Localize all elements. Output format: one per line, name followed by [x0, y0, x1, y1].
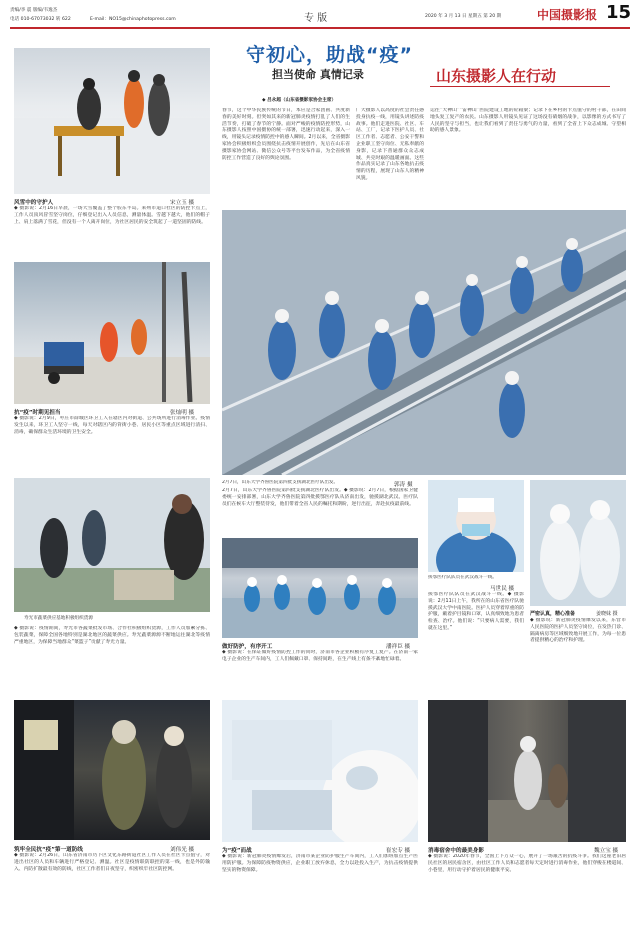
header-email: E-mail：NO15@chinaphotopress.com	[90, 17, 176, 22]
photo-7-author: 崔宏专 摄	[386, 848, 411, 854]
photo-6-author: 潘祥臣 摄	[386, 644, 411, 650]
intro-col-1: 春节，这个中华民族传统的节日，本应是合家团圆、共度新春的美好时刻。但突如其来的新冠肺炎疫情打乱了人们的生活节奏，打破了春节的宁静。面对严峻的疫情防控形势，山东摄影人按照中国摄协的统一部署，迅速行动起来，深入一线，用镜头记录疫情防控中的感人瞬间。2月以来，全省摄影家协会积极组织会员围绕抗击疫情开展创作，先后在山东省摄影家协会网站、微信公众号等平台发布作品，为全省疫情防控工作营造了良好的舆论氛围。	[222, 108, 350, 161]
photo-sanitation	[14, 262, 210, 404]
newspaper-brand: 中国摄影报	[537, 8, 598, 22]
intro-col-3: 运往“大神山”“雷神山”医院建设工地的砼箱梁；记录下在乡村的卡点值守的村干部，在田间地头复工复产的农民。山东摄影人用镜头见证了这场没有硝烟的战争，以影像的方式书写了人民的坚守与担当，也让我们看到了责任与勇气的力量，看到了全省上下众志成城、守望相助的感人景象。	[430, 108, 626, 134]
photo-9-title: 严密认真，精心准备	[530, 611, 576, 617]
headline-tag: 山东摄影人在行动	[436, 67, 557, 85]
page-number: 15	[606, 2, 632, 23]
photo-1-title: 风雪中的守护人	[14, 200, 54, 206]
photo-factory-reopening	[222, 538, 418, 638]
photo-4-title: 筑牢全民抗“疫”第一道防线	[14, 847, 83, 853]
photo-4-text: ◆ 摄影说：2月26日，山东省济南市历下区文化东路街道社区工作人员在社区卡点值守，对进出社区的人员和车辆进行严格登记、测温。社区是疫情联防联控的第一线，也是外防输入、内防扩散最有效的防线，社区工作者们日夜坚守，织密织牢社区防控网。	[14, 853, 210, 872]
photo-9-author: 姜晓妹 摄	[596, 611, 618, 617]
photo-1-author: 宋立玉 摄	[170, 200, 195, 206]
headline-accent-line	[430, 86, 610, 87]
photo-protective-suits	[222, 700, 418, 842]
photo-careful-preparation	[530, 480, 626, 606]
headline-title: 守初心，助战“疫”	[246, 44, 413, 66]
photo-2-text: ◆ 摄影说：2月9日，枣庄市薛城区环卫工人在辖区内对街道、公共场所进行消毒作业。疫情发生以来，环卫工人坚守一线，每天对辖区内的背街小巷、居民小区等重点区域进行清扫、消毒，确保群众生活环境的卫生安全。	[14, 416, 210, 435]
photo-6-text: ◆ 摄影说：在保证做好疫情防控工作的同时，济南市各企业积极有序复工复产。在济南一家电子企业的生产车间内，工人们佩戴口罩、保持间距，在生产线上有条不紊地忙碌着。	[222, 650, 418, 662]
photo-5-text: 2月7日，山东大学齐鲁医院第四批支援湖北医疗队出发。◆ 摄影说：2月7日，根据国家卫健委统一安排部署，山东大学齐鲁医院第四批援鄂医疗队从济南出发，驰援湖北武汉。医疗队员们在候车大厅整装待发，他们带着全省人民的嘱托和期盼，逆行出征，奔赴抗疫最前线。	[222, 488, 418, 507]
section-label: 专 版	[304, 13, 328, 24]
photo-3-text: ◆ 摄影说：疫情期间，寿光市各蔬菜批发市场、合作社积极组织货源，工作人员加紧分拣、包装蔬菜，保障全国各地特别是湖北地区的蔬菜供应。寿光蔬菜源源不断地运往湖北等疫情严重地区，为保障当地群众“菜篮子”贡献了寿光力量。	[14, 626, 210, 645]
photo-medical-team-escalator	[222, 210, 626, 475]
photo-10-author: 魏立宝 摄	[594, 848, 619, 854]
photo-8-author: 马世民 摄	[490, 586, 515, 592]
photo-10-title: 消毒宿舍中的最美身影	[428, 848, 484, 854]
header-editor-line: 责编/李 震 版编/韦逸杰	[10, 8, 58, 13]
photo-vegetable-base	[14, 478, 210, 612]
photo-4-author: 刘伟光 摄	[170, 847, 195, 853]
intro-col-2: 广大摄影人以高度的社会责任感投身抗疫一线，用镜头讲述防疫故事。他们走进医院、社区、车站、工厂，记录下医护人员、社区工作者、志愿者、公安干警和企业职工坚守岗位、无私奉献的身影，记录下普通群众众志成城、共克时艰的温暖画面。这些作品真实记录了山东各地抗击疫情的历程，展现了山东人的精神风貌。	[356, 108, 424, 181]
photo-snow-checkpoint	[14, 48, 210, 194]
photo-7-title: 为“疫”而战	[222, 848, 252, 854]
photo-community-checkpoint	[14, 700, 210, 840]
issue-date: 2020 年 3 月 13 日 星期五 第 20 期	[425, 14, 502, 19]
photo-9-text: ◆ 摄影说：新冠肺炎疫情爆发以来，东营市人民医院的医护人员坚守岗位，在发热门诊、隔离病房等区域细致地开展工作，为每一位患者提供精心的治疗和护理。	[530, 618, 626, 644]
photo-2-title: 抗“疫”时期见担当	[14, 410, 61, 416]
photo-3-title: 寿光市蔬菜供应基地积极组织货源	[24, 616, 93, 621]
photo-6-title: 做好防护，有序开工	[222, 644, 273, 650]
photo-1-text: ◆ 摄影说：2月16日早晨，一场大雪覆盖了整个胶东半岛。莱州市道口社区的防控卡点上，工作人员顶风冒雪坚守岗位，仔细登记出入人员信息，测量体温。雪越下越大，他们的帽子上、肩上落满了雪花，但没有一个人离开岗位，为社区居民的安全筑起了一道坚固的防线。	[14, 206, 210, 225]
photo-5-author: 郭涛 摄	[394, 482, 413, 488]
photo-5-caption: 2月7日，山东大学齐鲁医院第四批支援湖北医疗队出发。	[222, 480, 339, 485]
photo-10-text: ◆ 摄影说：2020年春节，全国上下万众一心，展开了一场艰苦的抗疫斗争。我们这座老旧居民社区的居民宿舍区，由社区工作人员和志愿者每天定时进行消毒作业，他们穿梭在楼道间、小巷里，用行动守护着居民的健康平安。	[428, 854, 626, 873]
byline: ◆ 吕永超（山东省摄影家协会主席）	[262, 98, 337, 103]
header-phone-line: 电话 010-67073032 转 622	[10, 17, 71, 22]
header-rule	[10, 27, 630, 29]
headline-subtitle: 担当使命 真情记录	[272, 68, 364, 81]
photo-disinfection-alley	[428, 700, 626, 842]
photo-7-text: ◆ 摄影说：新冠肺炎疫情爆发后，济南市某企业防护服生产车间内，工人们加班加点生产医用防护服。为保障防疫物资供应，企业职工放弃休息，全力以赴投入生产，为抗击疫情提供坚实的物资保障。	[222, 854, 418, 873]
photo-8-caption: 援鄂医疗队队员在武汉战斗一线。	[428, 575, 497, 580]
photo-nurse-wuhan	[428, 480, 524, 572]
photo-8-text: 援鄂医疗队队员在武汉战斗一线。◆ 摄影说：2月11日上午，我所在的山东省医疗队驰援武汉大学中南医院。医护人员穿着厚重的防护服，戴着护目镜和口罩，认真细致地为患者检查、治疗。他们说：“只要病人需要，我们就在这里。”	[428, 592, 524, 631]
photo-2-author: 张灿明 摄	[170, 410, 195, 416]
